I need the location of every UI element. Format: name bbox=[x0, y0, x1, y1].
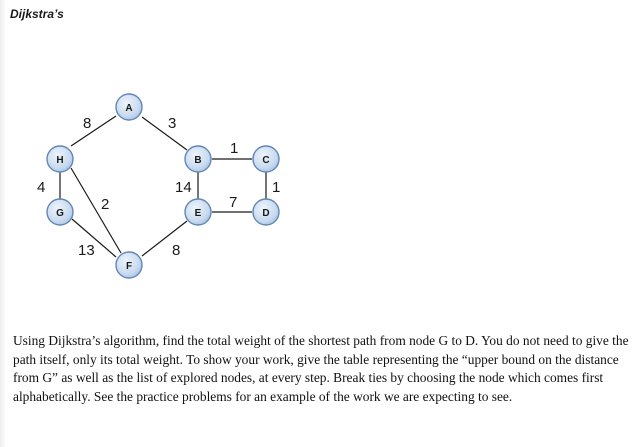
node-label-b: B bbox=[194, 155, 202, 166]
node-label-f: F bbox=[125, 261, 133, 272]
edge-a-b bbox=[142, 117, 187, 150]
node-label-c: C bbox=[262, 155, 270, 166]
node-label-g: G bbox=[56, 208, 64, 219]
weight-g-f: 13 bbox=[78, 242, 95, 259]
node-e bbox=[185, 199, 211, 225]
node-h bbox=[47, 146, 73, 172]
node-label-h: H bbox=[56, 155, 64, 166]
node-a bbox=[116, 94, 142, 120]
node-label-e: E bbox=[194, 208, 202, 219]
node-b bbox=[185, 146, 211, 172]
node-label-d: D bbox=[262, 208, 270, 219]
weight-b-e: 14 bbox=[175, 179, 192, 196]
node-f bbox=[116, 252, 142, 278]
page-title: Dijkstra’s bbox=[10, 7, 64, 21]
weight-h-a: 8 bbox=[83, 115, 92, 132]
question-text: Using Dijkstra’s algorithm, find the total weight of the shortest path from node G to D. You do not need to give the path itself, only its total weight. To show your work, give the table representing the “upper bound on the distance from G” as well as the list of explored nodes, at every step. Break ties by choosing the node which comes first alphabetically. See the practice problems for an example of the work we are expecting to see. bbox=[13, 333, 629, 404]
weight-b-c: 1 bbox=[230, 140, 239, 157]
node-d bbox=[253, 199, 279, 225]
weight-e-d: 7 bbox=[229, 194, 238, 211]
edge-h-a bbox=[71, 116, 116, 146]
node-label-a: A bbox=[125, 103, 133, 114]
node-g bbox=[47, 199, 73, 225]
weight-c-d: 1 bbox=[272, 179, 281, 196]
weight-a-b: 3 bbox=[168, 115, 177, 132]
weight-h-g: 4 bbox=[37, 179, 46, 196]
weight-f-e: 8 bbox=[172, 242, 181, 259]
node-c bbox=[253, 146, 279, 172]
weight-h-f: 2 bbox=[101, 196, 110, 213]
